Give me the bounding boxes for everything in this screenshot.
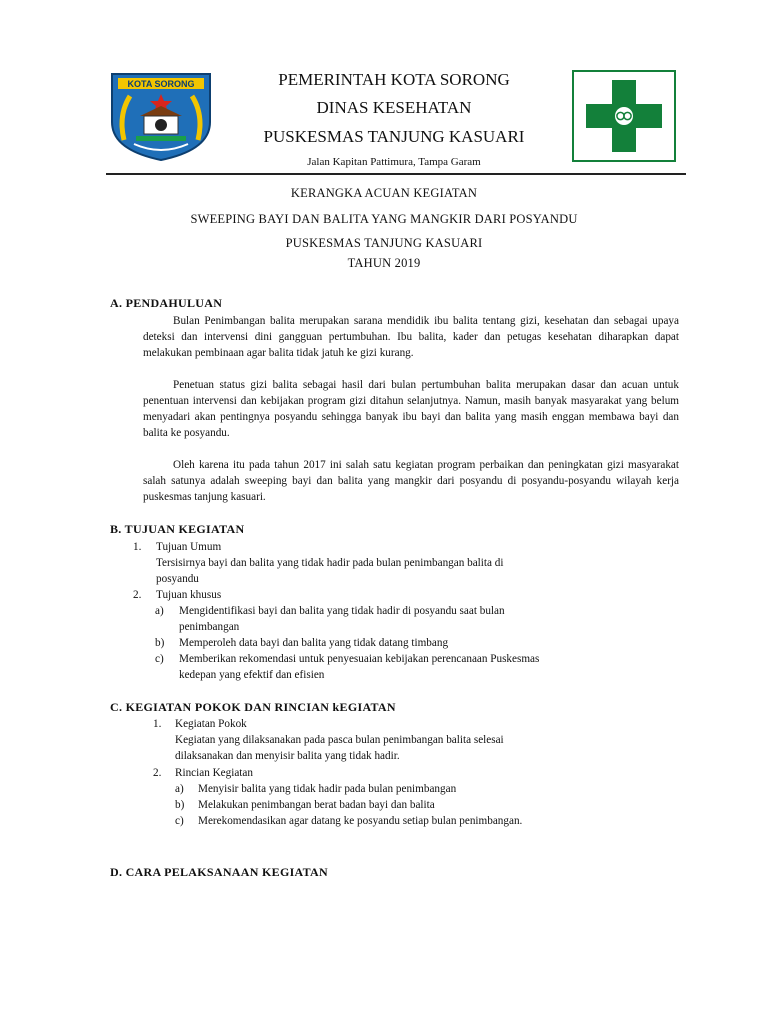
section-c-heading: C. KEGIATAN POKOK DAN RINCIAN kEGIATAN xyxy=(110,700,396,714)
letterhead-divider xyxy=(106,173,686,175)
sublist-item-text: kedepan yang efektif dan efisien xyxy=(179,669,325,681)
sublist-item-text: Melakukan penimbangan berat badan bayi dan balita xyxy=(198,799,435,811)
section-a-paragraph-1: Bulan Penimbangan balita merupakan sarana mendidik ibu balita tentang gizi, kesehatan dan sebagai upaya deteksi dan intervensi dini gangguan pertumbuhan. Ibu balita, kader dan petugas kesehatan diharapkan dapat melakukan pembinaan agar balita tidak jatuh ke gizi kurang. xyxy=(143,315,679,359)
list-item-label: Kegiatan Pokok xyxy=(175,718,247,730)
section-a-heading: A. PENDAHULUAN xyxy=(110,296,223,310)
section-a-paragraph-3: Oleh karena itu pada tahun 2017 ini salah satu kegiatan program perbaikan dan peningkatan gizi masyarakat salah satunya adalah sweeping bayi dan balita yang mangkir dari posyandu di posyandu-posyandu wilayah kerja puskesmas tanjung kasuari. xyxy=(143,459,679,503)
letterhead-address: Jalan Kapitan Pattimura, Tampa Garam xyxy=(307,156,481,168)
sublist-item-text: penimbangan xyxy=(179,621,240,633)
sublist-item-text: Mengidentifikasi bayi dan balita yang tidak hadir di posyandu saat bulan xyxy=(179,605,505,617)
list-item-label: Tujuan Umum xyxy=(156,541,222,553)
section-a-paragraph-2: Penetuan status gizi balita sebagai hasil dari bulan pertumbuhan balita merupakan dasar dan acuan untuk penentuan intervensi dan kebijakan program gizi ditahun selanjutnya. Namun, masih banyak masyarakat yang belum menyadari akan pentingnya posyandu sehingga banyak ibu bayi dan balita yang masih enggan membawa bayi dan balita ke posyandu. xyxy=(143,379,679,439)
sublist-marker: a) xyxy=(155,605,164,617)
doc-year: TAHUN 2019 xyxy=(347,256,421,270)
doc-subtitle: SWEEPING BAYI DAN BALITA YANG MANGKIR DARI POSYANDU xyxy=(190,212,578,226)
list-item-text: posyandu xyxy=(156,573,199,585)
letterhead-agency: DINAS KESEHATAN xyxy=(316,98,472,117)
crest-label: KOTA SORONG xyxy=(127,79,195,89)
list-number: 2. xyxy=(153,767,162,779)
sublist-item-text: Merekomendasikan agar datang ke posyandu setiap bulan penimbangan. xyxy=(198,815,523,827)
sublist-item-text: Memberikan rekomendasi untuk penyesuaian kebijakan perencanaan Puskesmas xyxy=(179,653,540,665)
list-number: 2. xyxy=(133,589,142,601)
letterhead-government: PEMERINTAH KOTA SORONG xyxy=(278,70,510,89)
sublist-item-text: Menyisir balita yang tidak hadir pada bulan penimbangan xyxy=(198,783,457,795)
list-item-label: Rincian Kegiatan xyxy=(175,767,253,779)
sublist-marker: c) xyxy=(155,653,164,665)
list-item-text: Kegiatan yang dilaksanakan pada pasca bulan penimbangan balita selesai xyxy=(175,734,504,746)
sublist-item-text: Memperoleh data bayi dan balita yang tidak datang timbang xyxy=(179,637,449,649)
sublist-marker: b) xyxy=(155,637,165,649)
doc-institution: PUSKESMAS TANJUNG KASUARI xyxy=(285,236,483,250)
sublist-marker: b) xyxy=(175,799,185,811)
sublist-marker: a) xyxy=(175,783,184,795)
doc-title: KERANGKA ACUAN KEGIATAN xyxy=(290,186,478,200)
list-item-text: Tersisirnya bayi dan balita yang tidak hadir pada bulan penimbangan balita di xyxy=(156,557,504,569)
list-item-label: Tujuan khusus xyxy=(156,589,222,601)
list-number: 1. xyxy=(153,718,162,730)
list-item-text: dilaksanakan dan menyisir balita yang tidak hadir. xyxy=(175,750,400,762)
section-b-heading: B. TUJUAN KEGIATAN xyxy=(110,522,245,536)
list-number: 1. xyxy=(133,541,142,553)
sublist-marker: c) xyxy=(175,815,184,827)
puskesmas-cross-icon xyxy=(572,70,676,162)
section-d-heading: D. CARA PELAKSANAAN KEGIATAN xyxy=(110,865,328,879)
kota-sorong-crest-icon xyxy=(106,70,216,162)
letterhead-puskesmas: PUSKESMAS TANJUNG KASUARI xyxy=(263,127,525,146)
